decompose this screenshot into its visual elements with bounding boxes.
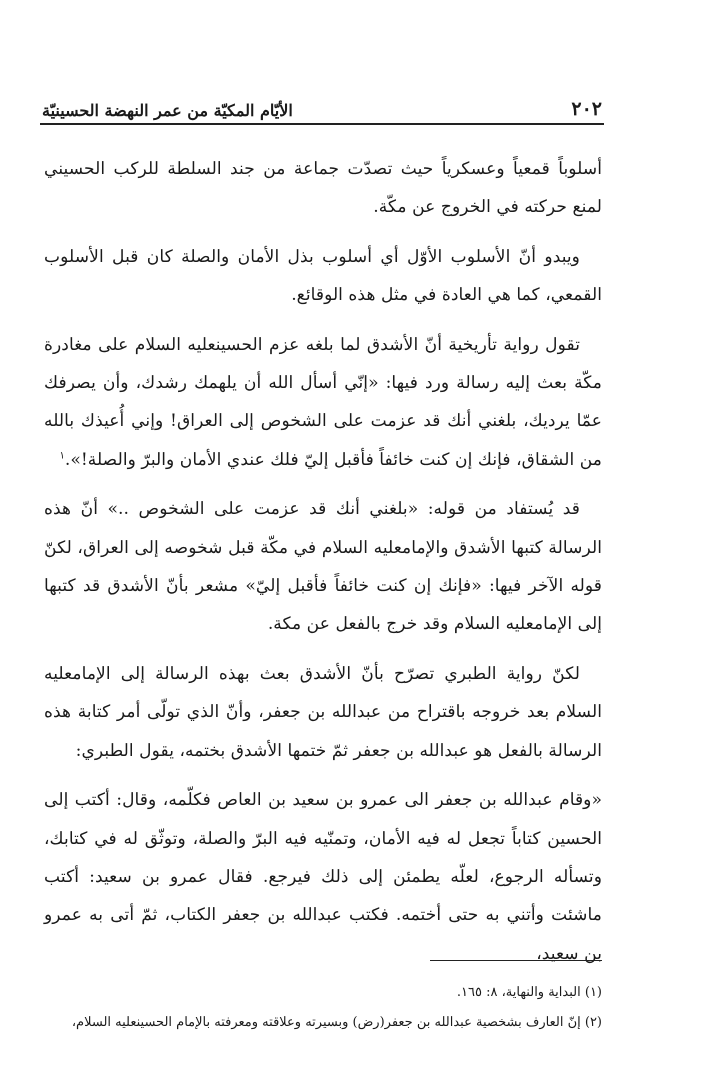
- page-number: ٢٠٢: [571, 98, 602, 120]
- footnotes: [44, 978, 602, 1038]
- paragraph-6-quote: «وقام عبدالله بن جعفر الى عمرو بن سعيد بن العاص فكلّمه، وقال: أكتب إلى الحسين كتاباً تجعل له فيه الأمان، وتمنّيه فيه البرّ والصلة، وتوثّق له في كتابك، وتسأله الرجوع، لعلّه يطمئن إلى ذلك فيرجع. فقال عمرو بن سعيد: أكتب ماشئت وأتني به حتى أختمه. فكتب عبدالله بن جعفر الكتاب، ثمّ أتى به عمرو بن سعيد،: [44, 790, 602, 964]
- footnote-1: (١) البداية والنهاية، ٨: ١٦٥.: [456, 985, 602, 1000]
- paragraph-3: تقول رواية تأريخية أنّ الأشدق لما بلغه عزم الحسينعليه السلام على مغادرة مكّة بعث إليه رسالة ورد فيها: «إنّي أسأل الله أن يلهمك رشدك، وأن يصرفك عمّا يرديك، بلغني أنك قد عزمت على الشخوص إلى العراق! وإني أُعيذك بالله من الشقاق، فإنك إن كنت خائفاً فأقبل إليّ فلك عندي الأمان والبرّ والصلة!».$^١$: [44, 334, 602, 470]
- footnote-divider: [430, 960, 602, 961]
- footnote-ref-1[interactable]: ١: [59, 450, 65, 462]
- body-text: [44, 150, 602, 984]
- paragraph-5: لكنّ رواية الطبري تصرّح بأنّ الأشدق بعث بهذه الرسالة إلى الإمامعليه السلام بعد خروجه باقتراح من عبدالله بن جعفر، وأنّ الذي تولّى أمر كتابة هذه الرسالة بالفعل هو عبدالله بن جعفر ثمّ ختمها الأشدق بختمه، يقول الطبري:: [44, 663, 602, 761]
- page-header: [42, 86, 602, 120]
- paragraph-4: قد يُستفاد من قوله: «بلغني أنك قد عزمت على الشخوص ..» أنّ هذه الرسالة كتبها الأشدق والإمامعليه السلام في مكّة قبل شخوصه إلى العراق، لكنّ قوله الآخر فيها: «فإنك إن كنت خائفاً فأقبل إليّ» مشعر بأنّ الأشدق قد كتبها إلى الإمامعليه السلام وقد خرج بالفعل عن مكة.: [44, 499, 602, 635]
- paragraph-1: أسلوباً قمعياً وعسكرياً حيث تصدّت جماعة من جند السلطة للركب الحسيني لمنع حركته في الخروج عن مكّة.: [44, 159, 602, 218]
- header-divider: [40, 123, 604, 125]
- paragraph-2: ويبدو أنّ الأسلوب الأوّل أي أسلوب بذل الأمان والصلة كان قبل الأسلوب القمعي، كما هي العادة في مثل هذه الوقائع.: [44, 246, 602, 306]
- footnote-2: (٢) إنّ العارف بشخصية عبدالله بن جعفر(رض) وبسيرته وعلاقته ومعرفته بالإمام الحسينعليه السلام،: [71, 1015, 602, 1030]
- running-title: الأيّام المكيّة من عمر النهضة الحسينيّة: [42, 101, 293, 120]
